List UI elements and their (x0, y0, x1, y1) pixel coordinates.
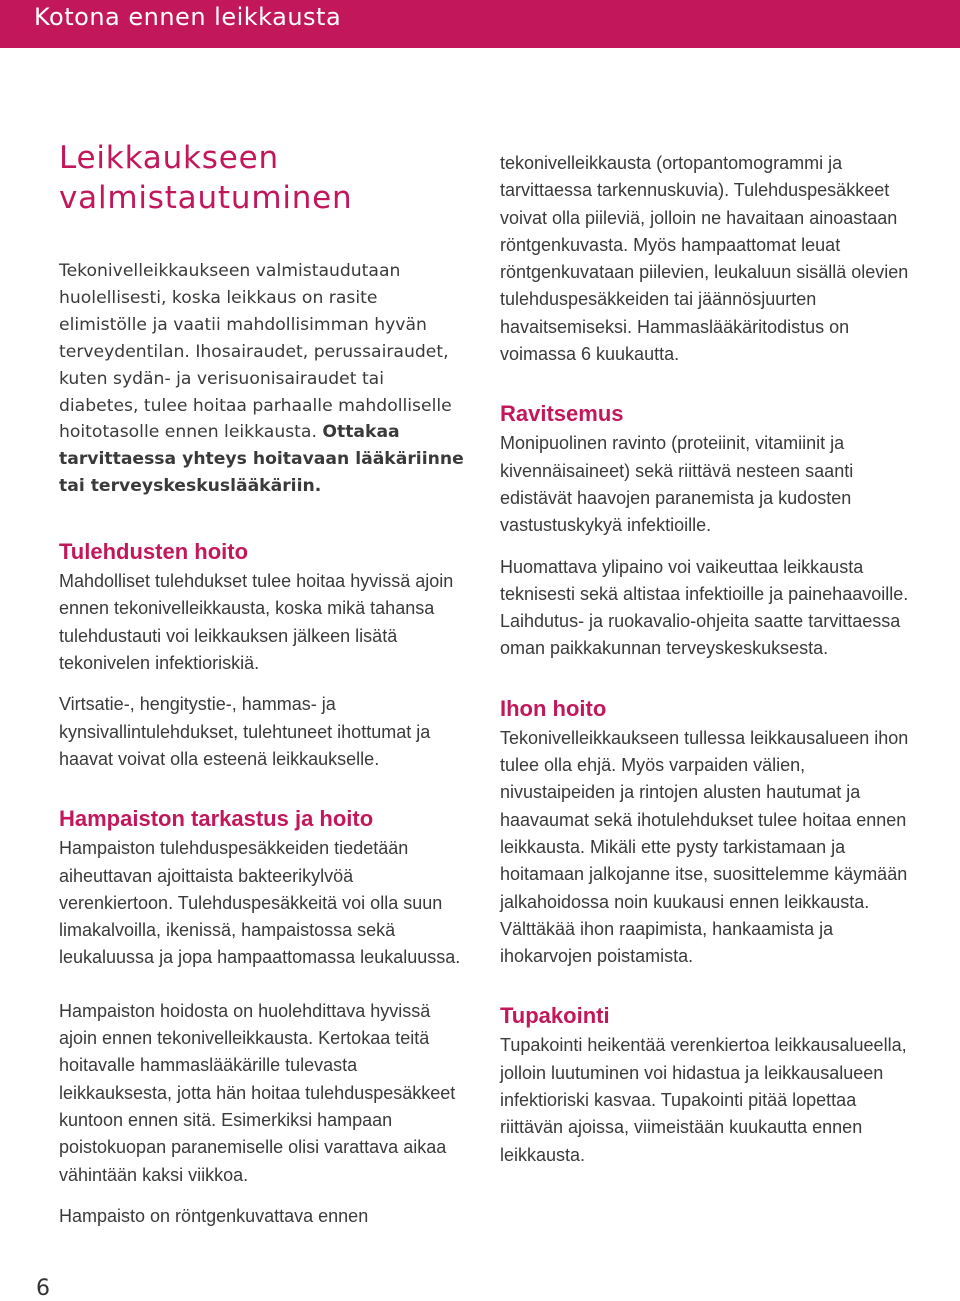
page-title (59, 138, 464, 218)
intro-bold-text: Ottakaa tarvittaessa yhteys hoitavaan lääkäriinne tai terveyskeskuslääkäriin. (59, 422, 464, 497)
nutrition-paragraph-1: Monipuolinen ravinto (proteiinit, vitamiinit ja kivennäisaineet) sekä riittävä nesteen saanti edistävät haavojen paranemista ja kudosten vastustuskykyä infektioille. (500, 433, 854, 536)
teeth-paragraph-1: Hampaiston tulehduspesäkkeiden tiedetään aiheuttavan ajoittaista bakteerikylvöä verenkiertoon. Tulehduspesäkkeitä voi olla suun limakalvoilla, ikenissä, hampaistossa sekä leukaluussa ja jopa hampaattomassa leukaluussa. (59, 838, 461, 968)
header-bar (0, 0, 960, 48)
smoking-heading: Tupakointi (500, 1003, 610, 1029)
smoking-paragraph: Tupakointi heikentää verenkiertoa leikkausalueella, jolloin luutuminen voi hidastua ja leikkausalueen infektioriski kasvaa. Tupakointi pitää lopettaa riittävän ajoissa, viimeistään kuukautta ennen leikkausta. (500, 1035, 907, 1165)
nutrition-heading: Ravitsemus (500, 401, 624, 427)
page-number: 6 (36, 1276, 50, 1301)
right-column (500, 150, 920, 1183)
teeth-continued-paragraph: tekonivelleikkausta (ortopantomogrammi ja tarvittaessa tarkennuskuvia). Tulehduspesäkkeet voivat olla piileviä, jolloin ne havaitaan ainoastaan röntgenkuvasta. Myös hampaattomat leuat röntgenkuvataan piilevien, leukaluun sisällä olevien tulehduspesäkkeiden tai jäännösjuurten havaitsemiseksi. Hammaslääkäritodistus on voimassa 6 kuukautta. (500, 153, 909, 365)
nutrition-paragraph-2: Huomattava ylipaino voi vaikeuttaa leikkausta teknisesti sekä altistaa infektioille ja painehaavoille. Laihdutus- ja ruokavalio-ohjeita saatte tarvittaessa oman paikkakunnan terveyskeskuksesta. (500, 556, 909, 659)
teeth-heading: Hampaiston tarkastus ja hoito (59, 806, 374, 832)
infections-paragraph-2: Virtsatie-, hengitystie-, hammas- ja kynsivallintulehdukset, tulehtuneet ihottumat ja haavat voivat olla esteenä leikkaukselle. (59, 694, 431, 769)
page-title-line2: valmistautuminen (59, 180, 353, 216)
left-column (59, 138, 464, 1244)
header-title: Kotona ennen leikkausta (34, 3, 342, 31)
skin-paragraph: Tekonivelleikkaukseen tullessa leikkausalueen ihon tulee olla ehjä. Myös varpaiden välien, nivustaipeiden ja rintojen alusten hautumat ja haavaumat sekä ihotulehdukset tulee hoitaa ennen leikkausta. Mikäli ette pysty tarkistamaan ja hoitamaan jalkojanne itse, suosittelemme käymään jalkahoidossa noin kuukausi ennen leikkausta. Välttäkää ihon raapimista, hankaamista ja ihokarvojen poistamista. (500, 727, 909, 967)
intro-text: Tekonivelleikkaukseen valmistaudutaan huolellisesti, koska leikkaus on rasite elimistölle ja vaatii mahdollisimman hyvän terveydentilan. Ihosairaudet, perussairaudet, kuten sydän- ja verisuonisairaudet tai diabetes, tulee hoitaa parhaalle mahdolliselle hoitotasolle ennen leikkausta. (59, 261, 452, 443)
infections-heading: Tulehdusten hoito (59, 539, 249, 565)
infections-paragraph-1: Mahdolliset tulehdukset tulee hoitaa hyvissä ajoin ennen tekonivelleikkausta, koska mikä tahansa tulehdustauti voi leikkauksen jälkeen lisätä tekonivelen infektioriskiä. (59, 571, 454, 674)
intro-paragraph (59, 258, 464, 500)
teeth-paragraph-3: Hampaisto on röntgenkuvattava ennen (59, 1205, 369, 1226)
page-title-line1: Leikkaukseen (59, 140, 279, 176)
teeth-paragraph-2: Hampaiston hoidosta on huolehdittava hyvissä ajoin ennen tekonivelleikkausta. Kertokaa teitä hoitavalle hammaslääkärille tulevasta leikkauksesta, jotta hän hoitaa tulehduspesäkkeet kuntoon ennen sitä. Esimerkiksi hampaan poistokuopan paranemiselle olisi varattava aikaa vähintään kaksi viikkoa. (59, 1000, 456, 1185)
skin-heading: Ihon hoito (500, 695, 607, 721)
